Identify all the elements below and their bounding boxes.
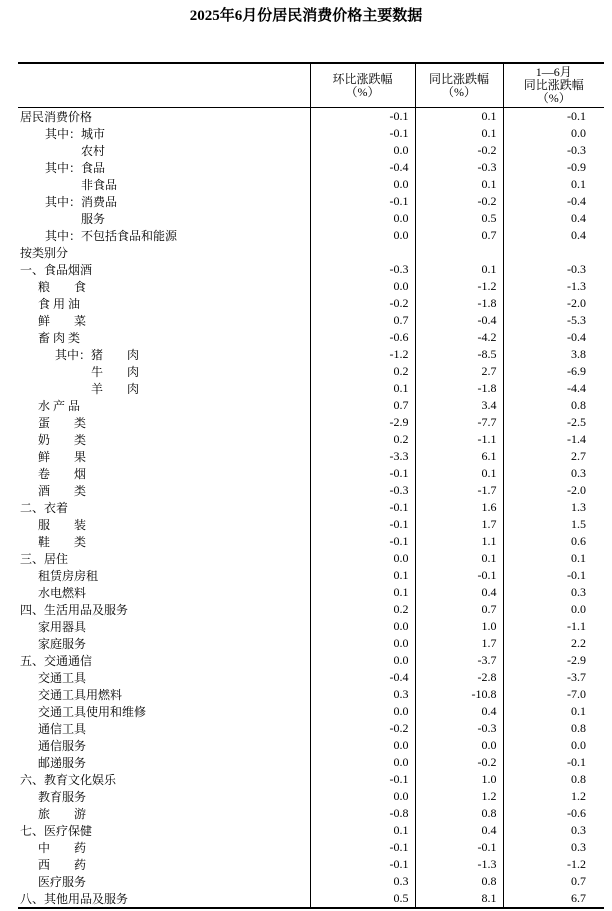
ytd-yoy-change-value: 0.8 xyxy=(503,771,604,788)
row-indicator-label xyxy=(18,312,310,329)
table-row xyxy=(18,142,604,159)
ytd-yoy-change-value: -1.2 xyxy=(503,856,604,873)
row-indicator-label xyxy=(18,380,310,397)
table-row xyxy=(18,754,604,771)
yoy-change-value: 1.2 xyxy=(415,788,503,805)
ytd-yoy-change-value: -2.0 xyxy=(503,295,604,312)
mom-change-value: 0.0 xyxy=(310,618,415,635)
ytd-yoy-change-value: 0.8 xyxy=(503,397,604,414)
indicator-name: 酒 类 xyxy=(38,484,87,498)
yoy-change-value: -3.7 xyxy=(415,652,503,669)
row-indicator-label xyxy=(18,227,310,244)
mom-change-value: 0.0 xyxy=(310,788,415,805)
ytd-yoy-change-value: -1.4 xyxy=(503,431,604,448)
row-indicator-label xyxy=(18,856,310,873)
yoy-change-value: 1.7 xyxy=(415,635,503,652)
mom-change-value: 0.0 xyxy=(310,227,415,244)
mom-change-value: -0.6 xyxy=(310,329,415,346)
table-row xyxy=(18,482,604,499)
yoy-change-value: -0.4 xyxy=(415,312,503,329)
indicator-name: 居民消费价格 xyxy=(20,110,93,124)
table-row xyxy=(18,720,604,737)
yoy-change-value: -0.2 xyxy=(415,193,503,210)
yoy-change-value: 0.1 xyxy=(415,550,503,567)
table-row xyxy=(18,788,604,805)
ytd-yoy-change-value: 0.0 xyxy=(503,601,604,618)
indicator-name: 交通工具使用和维修 xyxy=(38,705,147,719)
indicator-name: 医疗服务 xyxy=(38,875,87,889)
row-indicator-label xyxy=(18,890,310,908)
mom-change-value: -0.1 xyxy=(310,465,415,482)
row-indicator-label xyxy=(18,686,310,703)
indicator-name: 中 药 xyxy=(38,841,87,855)
mom-change-value: -0.1 xyxy=(310,516,415,533)
table-row xyxy=(18,703,604,720)
ytd-yoy-change-value: 1.3 xyxy=(503,499,604,516)
row-indicator-label xyxy=(18,363,310,380)
indicator-name: 其中：食品 xyxy=(45,161,106,175)
row-indicator-label xyxy=(18,278,310,295)
mom-change-value: -0.2 xyxy=(310,295,415,312)
table-row xyxy=(18,737,604,754)
ytd-yoy-change-value: -0.1 xyxy=(503,567,604,584)
ytd-yoy-change-value: 0.1 xyxy=(503,703,604,720)
mom-change-value: 0.0 xyxy=(310,210,415,227)
ytd-yoy-change-value: 0.4 xyxy=(503,210,604,227)
indicator-name: 交通工具用燃料 xyxy=(38,688,123,702)
indicator-name: 卷 烟 xyxy=(38,467,87,481)
ytd-yoy-change-value: -0.3 xyxy=(503,142,604,159)
ytd-yoy-change-value: -2.0 xyxy=(503,482,604,499)
table-row xyxy=(18,567,604,584)
ytd-yoy-change-value: -6.9 xyxy=(503,363,604,380)
ytd-yoy-change-value: 0.3 xyxy=(503,822,604,839)
table-row xyxy=(18,159,604,176)
table-row xyxy=(18,261,604,278)
yoy-change-value: 0.0 xyxy=(415,737,503,754)
mom-change-value: -0.1 xyxy=(310,771,415,788)
row-indicator-label xyxy=(18,822,310,839)
yoy-change-value: 0.1 xyxy=(415,465,503,482)
mom-change-value: 0.0 xyxy=(310,754,415,771)
indicator-name: 教育服务 xyxy=(38,790,87,804)
yoy-change-value: -0.3 xyxy=(415,720,503,737)
yoy-change-value: 1.6 xyxy=(415,499,503,516)
mom-change-value: -0.3 xyxy=(310,482,415,499)
row-indicator-label xyxy=(18,805,310,822)
mom-change-value: 0.0 xyxy=(310,635,415,652)
yoy-change-value: -4.2 xyxy=(415,329,503,346)
mom-change-value: -3.3 xyxy=(310,448,415,465)
header-ytd-line3: （%） xyxy=(536,91,571,105)
indicator-name: 西 药 xyxy=(38,858,87,872)
yoy-change-value: 1.7 xyxy=(415,516,503,533)
header-yoy-change xyxy=(415,63,503,108)
mom-change-value: 0.0 xyxy=(310,737,415,754)
row-indicator-label xyxy=(18,567,310,584)
row-indicator-label xyxy=(18,618,310,635)
table-row xyxy=(18,890,604,908)
ytd-yoy-change-value: -1.3 xyxy=(503,278,604,295)
yoy-change-value: 8.1 xyxy=(415,890,503,908)
ytd-yoy-change-value xyxy=(503,244,604,261)
mom-change-value xyxy=(310,244,415,261)
indicator-name: 牛 肉 xyxy=(91,365,140,379)
table-row xyxy=(18,499,604,516)
row-indicator-label xyxy=(18,482,310,499)
ytd-yoy-change-value: 0.8 xyxy=(503,720,604,737)
row-indicator-label xyxy=(18,108,310,126)
ytd-yoy-change-value: 0.6 xyxy=(503,533,604,550)
mom-change-value: 0.2 xyxy=(310,363,415,380)
header-mom-change xyxy=(310,63,415,108)
table-row xyxy=(18,516,604,533)
row-indicator-label xyxy=(18,193,310,210)
yoy-change-value xyxy=(415,244,503,261)
yoy-change-value: -1.8 xyxy=(415,380,503,397)
mom-change-value: 0.0 xyxy=(310,550,415,567)
indicator-name: 水电燃料 xyxy=(38,586,87,600)
mom-change-value: 0.1 xyxy=(310,822,415,839)
table-row xyxy=(18,635,604,652)
indicator-name: 水 产 品 xyxy=(38,399,81,413)
indicator-name: 五、交通通信 xyxy=(20,654,93,668)
indicator-name: 旅 游 xyxy=(38,807,87,821)
row-indicator-label xyxy=(18,125,310,142)
indicator-name: 七、医疗保健 xyxy=(20,824,93,838)
header-indicator-blank xyxy=(18,63,310,108)
ytd-yoy-change-value: 0.4 xyxy=(503,227,604,244)
table-row xyxy=(18,652,604,669)
table-row xyxy=(18,193,604,210)
table-row xyxy=(18,584,604,601)
indicator-name: 其中：猪 肉 xyxy=(55,348,140,362)
indicator-name: 交通工具 xyxy=(38,671,87,685)
row-indicator-label xyxy=(18,635,310,652)
header-ytd-line2: 同比涨跌幅 xyxy=(523,78,584,92)
mom-change-value: 0.0 xyxy=(310,652,415,669)
mom-change-value: -0.4 xyxy=(310,159,415,176)
yoy-change-value: 0.1 xyxy=(415,261,503,278)
indicator-name: 服务 xyxy=(81,212,106,226)
yoy-change-value: 0.8 xyxy=(415,873,503,890)
header-mom-line2: （%） xyxy=(345,84,380,99)
row-indicator-label xyxy=(18,550,310,567)
yoy-change-value: 0.7 xyxy=(415,601,503,618)
ytd-yoy-change-value: -0.3 xyxy=(503,261,604,278)
row-indicator-label xyxy=(18,261,310,278)
table-row xyxy=(18,380,604,397)
table-row xyxy=(18,108,604,126)
table-row xyxy=(18,363,604,380)
row-indicator-label xyxy=(18,431,310,448)
indicator-name: 家用器具 xyxy=(38,620,87,634)
ytd-yoy-change-value: -0.6 xyxy=(503,805,604,822)
indicator-name: 六、教育文化娱乐 xyxy=(20,773,117,787)
yoy-change-value: -0.3 xyxy=(415,159,503,176)
indicator-name: 其中：不包括食品和能源 xyxy=(45,229,178,243)
row-indicator-label xyxy=(18,465,310,482)
row-indicator-label xyxy=(18,346,310,363)
table-row xyxy=(18,210,604,227)
indicator-name: 邮递服务 xyxy=(38,756,87,770)
table-header xyxy=(18,63,604,108)
mom-change-value: 0.3 xyxy=(310,873,415,890)
mom-change-value: -0.1 xyxy=(310,856,415,873)
yoy-change-value: -1.3 xyxy=(415,856,503,873)
table-row xyxy=(18,414,604,431)
mom-change-value: -2.9 xyxy=(310,414,415,431)
row-indicator-label xyxy=(18,601,310,618)
page-title: 2025年6月份居民消费价格主要数据 xyxy=(189,8,423,24)
indicator-name: 农村 xyxy=(81,144,106,158)
ytd-yoy-change-value: -2.5 xyxy=(503,414,604,431)
table-row xyxy=(18,278,604,295)
row-indicator-label xyxy=(18,142,310,159)
mom-change-value: 0.7 xyxy=(310,397,415,414)
ytd-yoy-change-value: -0.9 xyxy=(503,159,604,176)
indicator-name: 畜 肉 类 xyxy=(38,331,81,345)
row-indicator-label xyxy=(18,720,310,737)
indicator-name: 通信工具 xyxy=(38,722,87,736)
ytd-yoy-change-value: 0.7 xyxy=(503,873,604,890)
table-row xyxy=(18,856,604,873)
mom-change-value: -0.4 xyxy=(310,669,415,686)
mom-change-value: -0.1 xyxy=(310,839,415,856)
yoy-change-value: -0.1 xyxy=(415,839,503,856)
cpi-table xyxy=(18,62,604,909)
row-indicator-label xyxy=(18,499,310,516)
row-indicator-label xyxy=(18,771,310,788)
table-row xyxy=(18,686,604,703)
row-indicator-label xyxy=(18,159,310,176)
yoy-change-value: -1.8 xyxy=(415,295,503,312)
mom-change-value: 0.2 xyxy=(310,431,415,448)
yoy-change-value: 0.1 xyxy=(415,108,503,126)
indicator-name: 一、食品烟酒 xyxy=(20,263,93,277)
mom-change-value: -0.8 xyxy=(310,805,415,822)
yoy-change-value: -8.5 xyxy=(415,346,503,363)
table-row xyxy=(18,244,604,261)
indicator-name: 奶 类 xyxy=(38,433,87,447)
indicator-name: 鞋 类 xyxy=(38,535,87,549)
mom-change-value: -0.1 xyxy=(310,125,415,142)
mom-change-value: 0.0 xyxy=(310,176,415,193)
indicator-name: 其中：城市 xyxy=(45,127,106,141)
mom-change-value: 0.1 xyxy=(310,380,415,397)
yoy-change-value: -1.2 xyxy=(415,278,503,295)
yoy-change-value: 0.1 xyxy=(415,125,503,142)
mom-change-value: 0.1 xyxy=(310,567,415,584)
mom-change-value: 0.7 xyxy=(310,312,415,329)
yoy-change-value: -10.8 xyxy=(415,686,503,703)
row-indicator-label xyxy=(18,516,310,533)
table-row xyxy=(18,431,604,448)
ytd-yoy-change-value: -3.7 xyxy=(503,669,604,686)
mom-change-value: -0.1 xyxy=(310,533,415,550)
table-row xyxy=(18,805,604,822)
ytd-yoy-change-value: 1.2 xyxy=(503,788,604,805)
mom-change-value: 0.2 xyxy=(310,601,415,618)
table-row xyxy=(18,873,604,890)
ytd-yoy-change-value: 1.5 xyxy=(503,516,604,533)
row-indicator-label xyxy=(18,414,310,431)
yoy-change-value: 0.7 xyxy=(415,227,503,244)
yoy-change-value: 0.4 xyxy=(415,584,503,601)
table-row xyxy=(18,465,604,482)
mom-change-value: -1.2 xyxy=(310,346,415,363)
row-indicator-label xyxy=(18,448,310,465)
header-ytd-line1: 1—6月 xyxy=(535,65,572,79)
row-indicator-label xyxy=(18,210,310,227)
row-indicator-label xyxy=(18,754,310,771)
table-row xyxy=(18,312,604,329)
table-row xyxy=(18,669,604,686)
indicator-name: 服 装 xyxy=(38,518,87,532)
table-body xyxy=(18,108,604,909)
row-indicator-label xyxy=(18,788,310,805)
indicator-name: 二、衣着 xyxy=(20,501,69,515)
indicator-name: 鲜 菜 xyxy=(38,314,87,328)
yoy-change-value: -0.2 xyxy=(415,142,503,159)
mom-change-value: 0.0 xyxy=(310,142,415,159)
yoy-change-value: -7.7 xyxy=(415,414,503,431)
yoy-change-value: -1.1 xyxy=(415,431,503,448)
ytd-yoy-change-value: 0.3 xyxy=(503,465,604,482)
indicator-name: 羊 肉 xyxy=(91,382,140,396)
header-yoy-line1: 同比涨跌幅 xyxy=(428,71,489,86)
ytd-yoy-change-value: 0.0 xyxy=(503,737,604,754)
table-row xyxy=(18,822,604,839)
ytd-yoy-change-value: -7.0 xyxy=(503,686,604,703)
table-row xyxy=(18,346,604,363)
table-row xyxy=(18,329,604,346)
table-row xyxy=(18,176,604,193)
ytd-yoy-change-value: 0.1 xyxy=(503,550,604,567)
ytd-yoy-change-value: -5.3 xyxy=(503,312,604,329)
mom-change-value: 0.0 xyxy=(310,703,415,720)
yoy-change-value: -0.1 xyxy=(415,567,503,584)
indicator-name: 其中：消费品 xyxy=(45,195,118,209)
mom-change-value: 0.1 xyxy=(310,584,415,601)
row-indicator-label xyxy=(18,244,310,261)
row-indicator-label xyxy=(18,652,310,669)
ytd-yoy-change-value: 6.7 xyxy=(503,890,604,908)
table-row xyxy=(18,601,604,618)
indicator-name: 租赁房房租 xyxy=(38,569,99,583)
yoy-change-value: 0.5 xyxy=(415,210,503,227)
row-indicator-label xyxy=(18,295,310,312)
ytd-yoy-change-value: 2.2 xyxy=(503,635,604,652)
header-row xyxy=(18,63,604,108)
mom-change-value: 0.0 xyxy=(310,278,415,295)
ytd-yoy-change-value: -0.1 xyxy=(503,754,604,771)
mom-change-value: 0.3 xyxy=(310,686,415,703)
yoy-change-value: -2.8 xyxy=(415,669,503,686)
yoy-change-value: 2.7 xyxy=(415,363,503,380)
mom-change-value: -0.1 xyxy=(310,193,415,210)
table-row xyxy=(18,771,604,788)
row-indicator-label xyxy=(18,737,310,754)
ytd-yoy-change-value: -0.4 xyxy=(503,329,604,346)
ytd-yoy-change-value: -1.1 xyxy=(503,618,604,635)
indicator-name: 鲜 果 xyxy=(38,450,87,464)
yoy-change-value: 1.1 xyxy=(415,533,503,550)
row-indicator-label xyxy=(18,873,310,890)
yoy-change-value: 3.4 xyxy=(415,397,503,414)
indicator-name: 八、其他用品及服务 xyxy=(20,892,129,906)
mom-change-value: -0.1 xyxy=(310,499,415,516)
mom-change-value: -0.1 xyxy=(310,108,415,126)
table-row xyxy=(18,839,604,856)
yoy-change-value: 0.4 xyxy=(415,703,503,720)
table-row xyxy=(18,397,604,414)
yoy-change-value: 1.0 xyxy=(415,618,503,635)
row-indicator-label xyxy=(18,839,310,856)
table-row xyxy=(18,533,604,550)
yoy-change-value: 0.8 xyxy=(415,805,503,822)
ytd-yoy-change-value: -0.1 xyxy=(503,108,604,126)
row-indicator-label xyxy=(18,397,310,414)
yoy-change-value: 6.1 xyxy=(415,448,503,465)
indicator-name: 三、居住 xyxy=(20,552,69,566)
ytd-yoy-change-value: 0.3 xyxy=(503,584,604,601)
mom-change-value: 0.5 xyxy=(310,890,415,908)
ytd-yoy-change-value: 0.0 xyxy=(503,125,604,142)
table-row xyxy=(18,550,604,567)
table-row xyxy=(18,448,604,465)
mom-change-value: -0.2 xyxy=(310,720,415,737)
indicator-name: 四、生活用品及服务 xyxy=(20,603,129,617)
table-row xyxy=(18,295,604,312)
indicator-name: 粮 食 xyxy=(38,280,87,294)
header-mom-line1: 环比涨跌幅 xyxy=(332,71,393,86)
yoy-change-value: -1.7 xyxy=(415,482,503,499)
indicator-name: 蛋 类 xyxy=(38,416,87,430)
yoy-change-value: 0.1 xyxy=(415,176,503,193)
indicator-name: 食 用 油 xyxy=(38,297,81,311)
row-indicator-label xyxy=(18,329,310,346)
mom-change-value: -0.3 xyxy=(310,261,415,278)
header-ytd-yoy-change xyxy=(503,63,604,108)
row-indicator-label xyxy=(18,533,310,550)
yoy-change-value: -0.2 xyxy=(415,754,503,771)
ytd-yoy-change-value: -2.9 xyxy=(503,652,604,669)
yoy-change-value: 0.4 xyxy=(415,822,503,839)
header-yoy-line2: （%） xyxy=(442,84,476,99)
row-indicator-label xyxy=(18,584,310,601)
ytd-yoy-change-value: 2.7 xyxy=(503,448,604,465)
yoy-change-value: 1.0 xyxy=(415,771,503,788)
indicator-name: 家庭服务 xyxy=(38,637,87,651)
table-row xyxy=(18,125,604,142)
ytd-yoy-change-value: 0.3 xyxy=(503,839,604,856)
indicator-name: 按类别分 xyxy=(20,246,69,260)
row-indicator-label xyxy=(18,669,310,686)
indicator-name: 通信服务 xyxy=(38,739,87,753)
row-indicator-label xyxy=(18,703,310,720)
row-indicator-label xyxy=(18,176,310,193)
ytd-yoy-change-value: -4.4 xyxy=(503,380,604,397)
ytd-yoy-change-value: -0.4 xyxy=(503,193,604,210)
table-row xyxy=(18,618,604,635)
ytd-yoy-change-value: 0.1 xyxy=(503,176,604,193)
table-row xyxy=(18,227,604,244)
ytd-yoy-change-value: 3.8 xyxy=(503,346,604,363)
indicator-name: 非食品 xyxy=(81,178,118,192)
